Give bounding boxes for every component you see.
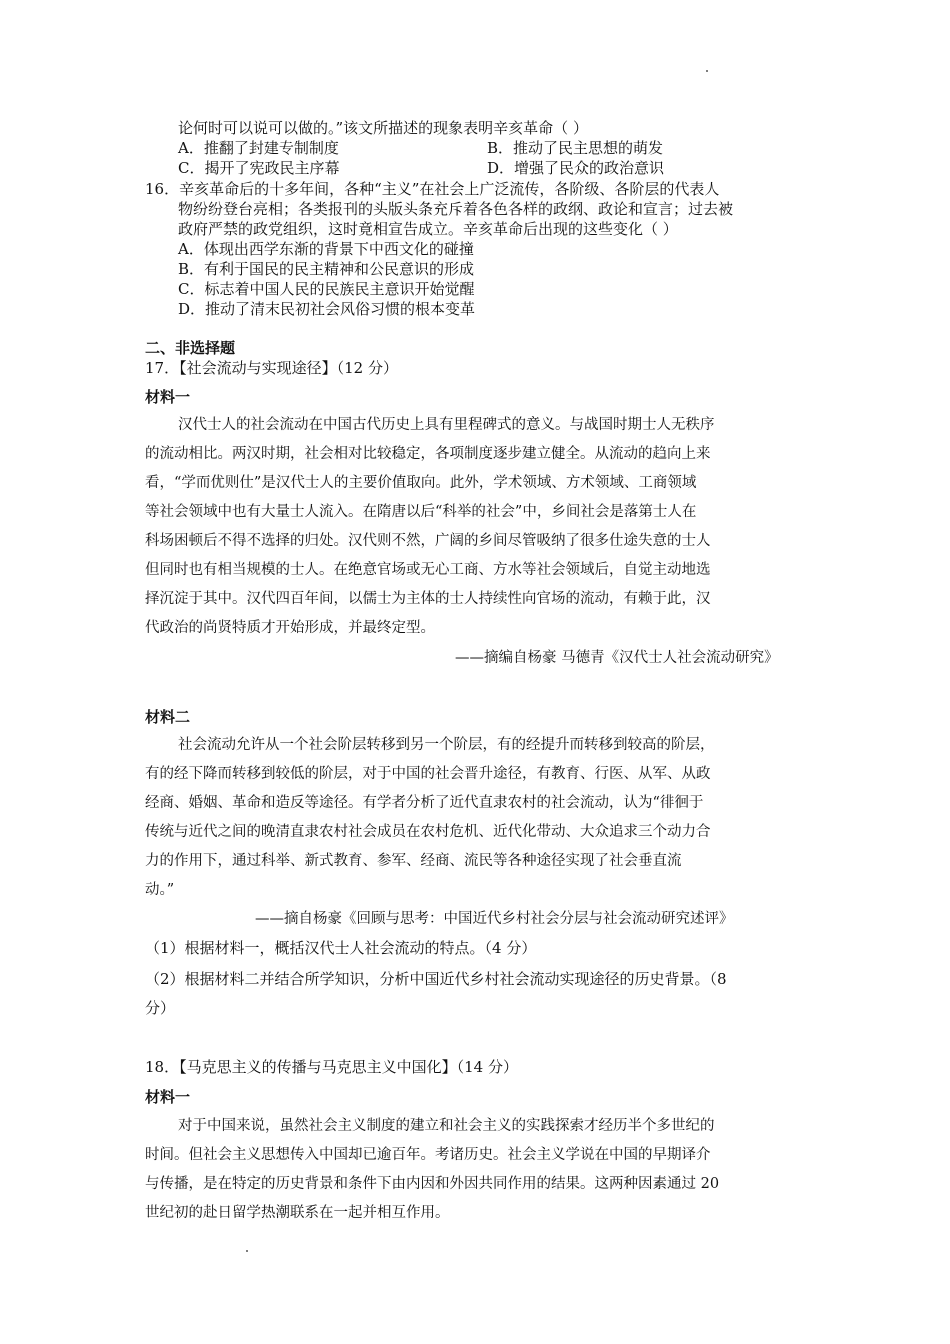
q17-material-1-line: 代政治的尚贤特质才开始形成，并最终定型。 — [145, 620, 435, 636]
q17-material-1-line: 科场困顿后不得不选择的归处。汉代则不然，广阔的乡间尽管吸纳了很多仕途失意的士人 — [145, 533, 711, 549]
q17-title: 17．【社会流动与实现途径】（12 分） — [145, 359, 398, 377]
q18-material-1-line: 世纪初的赴日留学热潮联系在一起并相互作用。 — [145, 1205, 450, 1221]
q17-material-1-line: 看，“学而优则仕”是汉代士人的主要价值取向。此外，学术领域、方术领域、工商领域 — [145, 475, 697, 491]
q18-material-1-line: 与传播，是在特定的历史背景和条件下由内因和外因共同作用的结果。这两种因素通过 20 — [145, 1176, 720, 1192]
q17-material-1-line: 的流动相比。两汉时期，社会相对比较稳定，各项制度逐步建立健全。从流动的趋向上来 — [145, 446, 711, 462]
q17-material-2-line: 动。” — [145, 882, 175, 898]
decorative-speck — [706, 70, 708, 72]
q17-material-1-label: 材料一 — [145, 388, 191, 406]
section-title: 二、非选择题 — [145, 339, 236, 357]
q17-subquestion-2: （2）根据材料二并结合所学知识，分析中国近代乡村社会流动实现途径的历史背景。（8 — [145, 970, 727, 988]
q17-subquestion-1: （1）根据材料一，概括汉代士人社会流动的特点。（4 分） — [145, 939, 537, 957]
q17-material-2-line: 力的作用下，通过科举、新式教育、参军、经商、流民等各种途径实现了社会垂直流 — [145, 853, 682, 869]
q17-material-2-line: 有的经下降而转移到较低的阶层，对于中国的社会晋升途径，有教育、行医、从军、从政 — [145, 766, 711, 782]
q17-material-2-line: 社会流动允许从一个社会阶层转移到另一个阶层，有的经提升而转移到较高的阶层， — [178, 737, 715, 753]
q16-stem-line: 政府严禁的政党组织，这时竟相宣告成立。辛亥革命后出现的这些变化（ ） — [178, 220, 678, 238]
q16-option-a: A．体现出西学东渐的背景下中西文化的碰撞 — [178, 240, 474, 258]
q18-material-1-line: 对于中国来说，虽然社会主义制度的建立和社会主义的实践探索才经历半个多世纪的 — [178, 1118, 715, 1134]
q16-option-b: B．有利于国民的民主精神和公民意识的形成 — [178, 260, 475, 278]
q17-material-2-label: 材料二 — [145, 708, 191, 726]
q15-stem-tail: 论何时可以说可以做的。”该文所描述的现象表明辛亥革命（ ） — [178, 119, 588, 137]
q15-option-a: A．推翻了封建专制制度 — [178, 139, 339, 157]
q15-option-d: D．增强了民众的政治意识 — [487, 159, 665, 177]
q17-material-1-line: 汉代士人的社会流动在中国古代历史上具有里程碑式的意义。与战国时期士人无秩序 — [178, 417, 715, 433]
q15-option-c: C．揭开了宪政民主序幕 — [178, 159, 340, 177]
q16-stem-line: 16．辛亥革命后的十多年间，各种“主义”在社会上广泛流传，各阶级、各阶层的代表人 — [145, 180, 720, 198]
q18-title: 18．【马克思主义的传播与马克思主义中国化】（14 分） — [145, 1058, 518, 1076]
q17-material-1-line: 但同时也有相当规模的士人。在绝意官场或无心工商、方水等社会领域后，自觉主动地选 — [145, 562, 711, 578]
q17-material-1-line: 等社会领域中也有大量士人流入。在隋唐以后“科举的社会”中，乡间社会是落第士人在 — [145, 504, 697, 520]
q17-material-1-line: 择沉淀于其中。汉代四百年间，以儒士为主体的士人持续性向官场的流动，有赖于此，汉 — [145, 591, 711, 607]
decorative-speck — [246, 1250, 248, 1252]
q17-subquestion-2-cont: 分） — [145, 999, 176, 1017]
q15-option-b: B．推动了民主思想的萌发 — [487, 139, 664, 157]
q17-material-1-source: ——摘编自杨豪 马德青《汉代士人社会流动研究》 — [455, 650, 779, 666]
q18-material-1-label: 材料一 — [145, 1088, 191, 1106]
q18-material-1-line: 时间。但社会主义思想传入中国却已逾百年。考诸历史。社会主义学说在中国的早期译介 — [145, 1147, 711, 1163]
q17-material-2-source: ——摘自杨豪《回顾与思考：中国近代乡村社会分层与社会流动研究述评》 — [255, 911, 734, 927]
q16-stem-line: 物纷纷登台亮相；各类报刊的头版头条充斥着各色各样的政纲、政论和宣言；过去被 — [178, 200, 734, 218]
q16-option-d: D．推动了清末民初社会风俗习惯的根本变革 — [178, 300, 476, 318]
q16-option-c: C．标志着中国人民的民族民主意识开始觉醒 — [178, 280, 475, 298]
q17-material-2-line: 传统与近代之间的晚清直隶农村社会成员在农村危机、近代化带动、大众追求三个动力合 — [145, 824, 711, 840]
q17-material-2-line: 经商、婚姻、革命和造反等途径。有学者分析了近代直隶农村的社会流动，认为“徘徊于 — [145, 795, 704, 811]
